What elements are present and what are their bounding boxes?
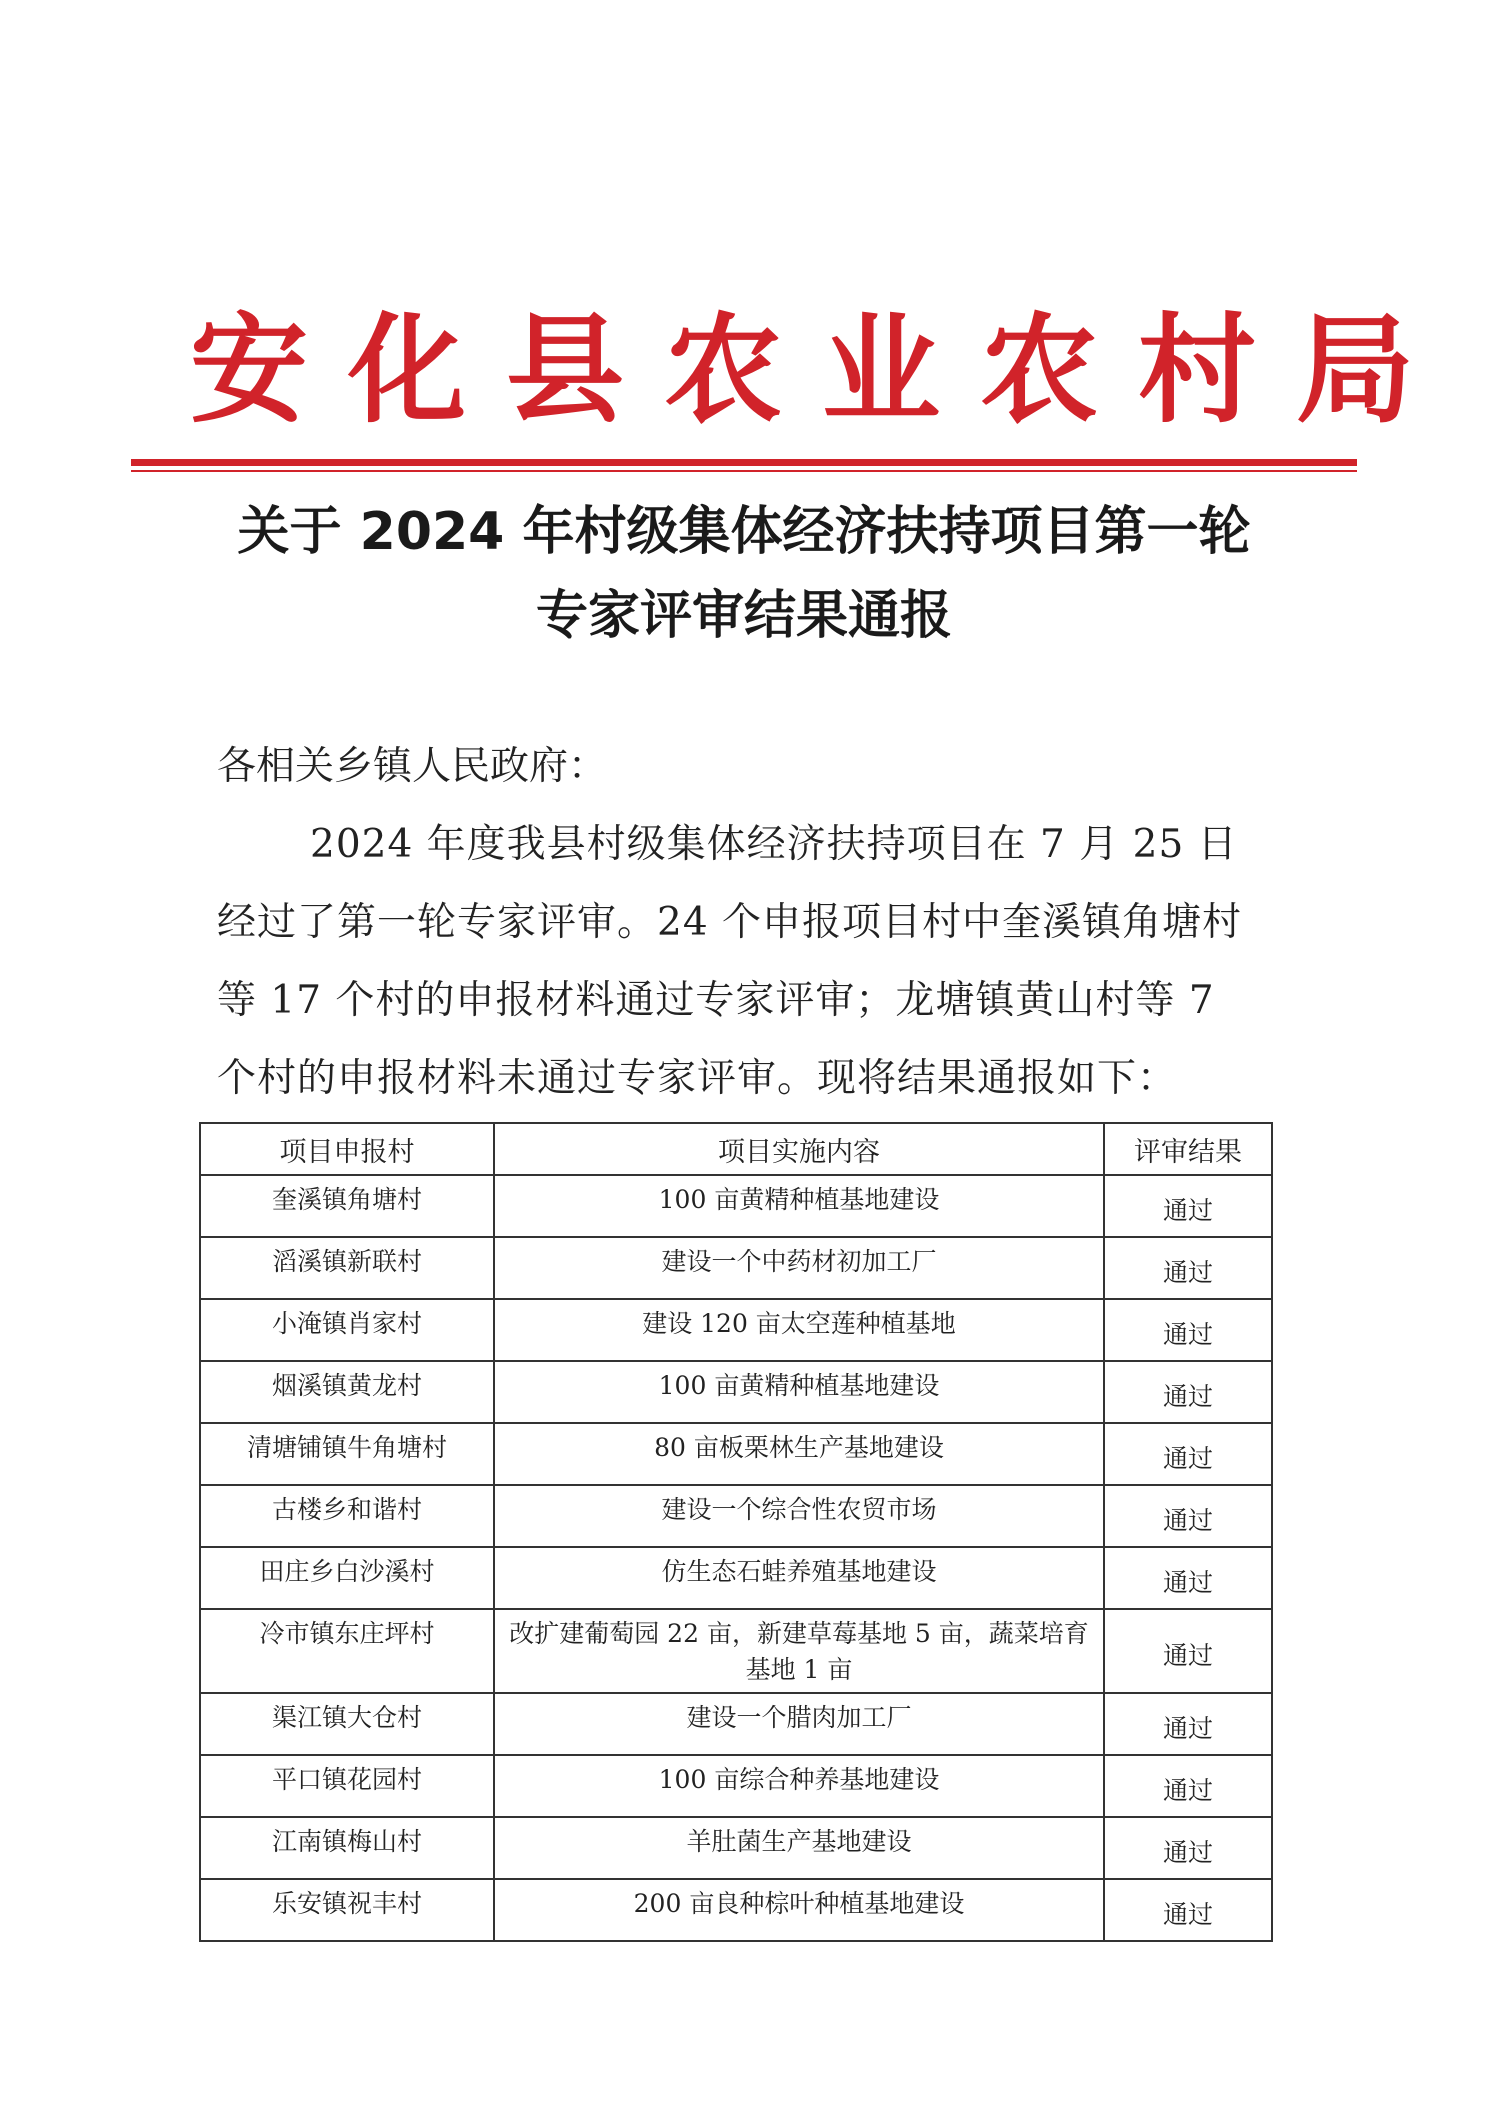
document-title-line2: 专家评审结果通报 [535,586,952,646]
header-result: 评审结果 [1104,1123,1272,1175]
cell-village: 清塘铺镇牛角塘村 [200,1423,494,1485]
cell-village: 小淹镇肖家村 [200,1299,494,1361]
table-row [200,1609,1272,1693]
cell-content: 改扩建葡萄园 22 亩，新建草莓基地 5 亩，蔬菜培育基地 1 亩 [494,1609,1104,1693]
cell-content: 建设一个综合性农贸市场 [494,1485,1104,1547]
cell-content: 建设一个中药材初加工厂 [494,1237,1104,1299]
issuing-organization: 安化县农业农村局 [190,300,1455,439]
cell-content: 建设一个腊肉加工厂 [494,1693,1104,1755]
cell-content: 羊肚菌生产基地建设 [494,1817,1104,1879]
cell-village: 田庄乡白沙溪村 [200,1547,494,1609]
cell-result: 通过 [1104,1485,1272,1547]
header-content: 项目实施内容 [494,1123,1104,1175]
cell-content: 100 亩综合种养基地建设 [494,1755,1104,1817]
cell-result: 通过 [1104,1755,1272,1817]
cell-result: 通过 [1104,1609,1272,1693]
table-row [200,1299,1272,1361]
cell-content: 仿生态石蛙养殖基地建设 [494,1547,1104,1609]
cell-result: 通过 [1104,1423,1272,1485]
cell-village: 古楼乡和谐村 [200,1485,494,1547]
cell-village: 滔溪镇新联村 [200,1237,494,1299]
cell-content: 建设 120 亩太空莲种植基地 [494,1299,1104,1361]
cell-result: 通过 [1104,1879,1272,1941]
table-row [200,1485,1272,1547]
table-row [200,1879,1272,1941]
table-row [200,1175,1272,1237]
table-row [200,1547,1272,1609]
cell-village: 烟溪镇黄龙村 [200,1361,494,1423]
header-village: 项目申报村 [200,1123,494,1175]
cell-village: 江南镇梅山村 [200,1817,494,1879]
cell-content: 200 亩良种棕叶种植基地建设 [494,1879,1104,1941]
cell-village: 奎溪镇角塘村 [200,1175,494,1237]
cell-result: 通过 [1104,1361,1272,1423]
cell-village: 平口镇花园村 [200,1755,494,1817]
document-title-line1: 关于 2024 年村级集体经济扶持项目第一轮 [237,502,1251,562]
cell-result: 通过 [1104,1693,1272,1755]
cell-result: 通过 [1104,1817,1272,1879]
review-results-table [199,1122,1273,1942]
cell-village: 冷市镇东庄坪村 [200,1609,494,1693]
cell-result: 通过 [1104,1299,1272,1361]
cell-result: 通过 [1104,1547,1272,1609]
cell-result: 通过 [1104,1237,1272,1299]
table-row [200,1423,1272,1485]
cell-result: 通过 [1104,1175,1272,1237]
cell-content: 100 亩黄精种植基地建设 [494,1361,1104,1423]
body-paragraph: 2024 年度我县村级集体经济扶持项目在 7 月 25 日经过了第一轮专家评审。24 个申报项目村中奎溪镇角塘村等 17 个村的申报材料通过专家评审；龙塘镇黄山村等 7 个村的申报材料未通过专家评审。现将结果通报如下： [217,822,1243,1101]
cell-content: 80 亩板栗林生产基地建设 [494,1423,1104,1485]
table-row [200,1237,1272,1299]
cell-village: 渠江镇大仓村 [200,1693,494,1755]
table-row [200,1755,1272,1817]
cell-content: 100 亩黄精种植基地建设 [494,1175,1104,1237]
header-rule-thick [131,459,1357,466]
table-row [200,1361,1272,1423]
header-rule-thin [131,470,1357,472]
cell-village: 乐安镇祝丰村 [200,1879,494,1941]
table-row [200,1693,1272,1755]
table-header-row [200,1123,1272,1175]
table-row [200,1817,1272,1879]
salutation: 各相关乡镇人民政府： [217,744,608,789]
